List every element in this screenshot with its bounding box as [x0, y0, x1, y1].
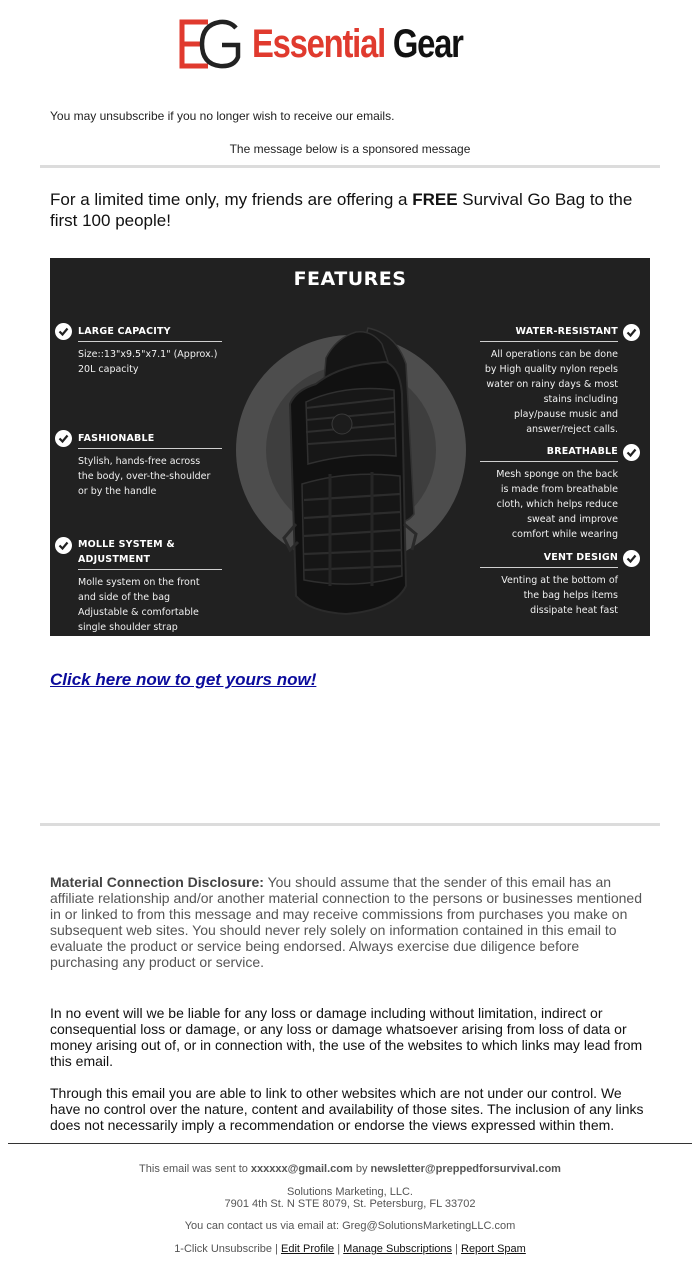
feature-line: dissipate heat fast [530, 605, 618, 616]
features-banner[interactable] [50, 258, 650, 636]
feature-body [480, 347, 618, 437]
feature-line: Molle system on the front [78, 577, 200, 588]
feature-heading: WATER-RESISTANT [480, 324, 618, 342]
check-icon [55, 537, 72, 554]
feature-line: and side of the bag [78, 592, 171, 603]
feature-line: 20L capacity [78, 364, 139, 375]
feature-line: Size::13"x9.5"x7.1" (Approx.) [78, 349, 218, 360]
check-icon [623, 444, 640, 461]
feature-heading: MOLLE SYSTEM & [78, 539, 175, 550]
feature-line: answer/reject calls. [526, 424, 618, 435]
feature-line: or by the handle [78, 486, 157, 497]
feature-line: sweat and improve [527, 514, 618, 525]
separator: | [275, 1243, 278, 1255]
footer-company: Solutions Marketing, LLC. [287, 1186, 413, 1198]
footer-divider [8, 1143, 692, 1144]
feature-body [78, 347, 222, 377]
check-icon [623, 324, 640, 341]
feature-line: water on rainy days & most [486, 379, 618, 390]
edit-profile-link[interactable]: Edit Profile [280, 1243, 335, 1255]
check-icon [623, 550, 640, 567]
headline-bold: FREE [412, 190, 458, 209]
separator: | [337, 1243, 341, 1255]
feature-breathable [480, 444, 618, 542]
footer-links [0, 1243, 700, 1255]
check-icon [55, 430, 72, 447]
headline-text-2: Survival Go Bag to the first 100 people! [50, 190, 633, 230]
feature-body [480, 467, 618, 542]
eg-monogram-icon [178, 19, 242, 69]
feature-heading: FASHIONABLE [78, 431, 222, 449]
feature-line: Venting at the bottom of [501, 575, 618, 586]
get-yours-link[interactable]: Click here now to get yours now! [50, 670, 317, 689]
disclosure-label: Material Connection Disclosure: [50, 874, 264, 890]
brand-logo [0, 14, 700, 74]
unsubscribe-note: You may unsubscribe if you no longer wish to receive our emails. [50, 109, 395, 123]
footer-contact: You can contact us via email at: Greg@SolutionsMarketingLLC.com [184, 1220, 516, 1232]
footer-text: This email was sent to [139, 1163, 251, 1175]
feature-heading: BREATHABLE [480, 444, 618, 462]
separator: | [455, 1243, 458, 1255]
divider [40, 823, 660, 826]
material-disclosure [50, 874, 650, 970]
feature-line: All operations can be done [490, 349, 618, 360]
feature-large-capacity [78, 324, 222, 377]
feature-molle-system [78, 537, 222, 635]
sponsored-note: The message below is a sponsored message [229, 142, 471, 156]
feature-line: Adjustable & comfortable [78, 607, 199, 618]
brand-name-dark: Gear [392, 21, 463, 66]
feature-vent-design [480, 550, 618, 618]
feature-line: the body, over-the-shoulder [78, 471, 211, 482]
manage-subscriptions-link[interactable]: Manage Subscriptions [343, 1243, 453, 1255]
disclosure-text: You should assume that the sender of this email has an affiliate relationship and/or another material connection to the persons or businesses mentioned in or linked to from this message and may receive commissions from purchases you make on subsequent web sites. You should never rely solely on information contained in this email to evaluate the product or service being endorsed. Always exercise due diligence before purchasing any product or service. [50, 874, 642, 970]
sender-email: newsletter@preppedforsurvival.com [370, 1163, 561, 1175]
feature-heading: ADJUSTMENT [78, 552, 222, 570]
feature-line: by High quality nylon repels [484, 364, 618, 375]
feature-line: play/pause music and [514, 409, 618, 420]
brand-name [252, 22, 473, 67]
feature-fashionable [78, 431, 222, 499]
feature-line: the bag helps items [523, 590, 618, 601]
feature-heading: LARGE CAPACITY [78, 324, 222, 342]
headline-text-1: For a limited time only, my friends are offering a [50, 190, 413, 209]
feature-line: stains including [543, 394, 618, 405]
feature-line: single shoulder strap [78, 622, 178, 633]
footer-sent-to [0, 1163, 700, 1175]
feature-body [78, 454, 222, 499]
backpack-image [276, 324, 426, 624]
one-click-unsubscribe[interactable]: 1-Click Unsubscribe [174, 1243, 272, 1255]
feature-body [480, 573, 618, 618]
headline [50, 189, 650, 231]
check-icon [55, 323, 72, 340]
feature-line: cloth, which helps reduce [496, 499, 618, 510]
brand-name-red: Essential [252, 21, 385, 66]
feature-line: Stylish, hands-free across [78, 456, 201, 467]
footer-text: by [352, 1163, 371, 1175]
external-links-paragraph: Through this email you are able to link to other websites which are not under our control. We have no control over the nature, content and availability of those sites. The inclusion of any links does not necessarily imply a recommendation or endorse the views expressed within them. [50, 1085, 644, 1133]
features-title: FEATURES [293, 268, 407, 290]
feature-water-resistant [480, 324, 618, 437]
feature-body [78, 575, 222, 635]
divider [40, 165, 660, 168]
report-spam-link[interactable]: Report Spam [461, 1243, 526, 1255]
feature-line: Mesh sponge on the back [496, 469, 618, 480]
footer-address: 7901 4th St. N STE 8079, St. Petersburg, FL 33702 [224, 1198, 476, 1210]
recipient-email: xxxxxx@gmail.com [250, 1163, 353, 1175]
feature-line: is made from breathable [500, 484, 618, 495]
feature-line: comfort while wearing [511, 529, 618, 540]
liability-paragraph: In no event will we be liable for any loss or damage including without limitation, indirect or consequential loss or damage, or any loss or damage whatsoever arising from loss of data or money arising out of, or in connection with, the use of the websites to which links may lead from this email. [50, 1005, 643, 1069]
feature-heading: VENT DESIGN [480, 550, 618, 568]
